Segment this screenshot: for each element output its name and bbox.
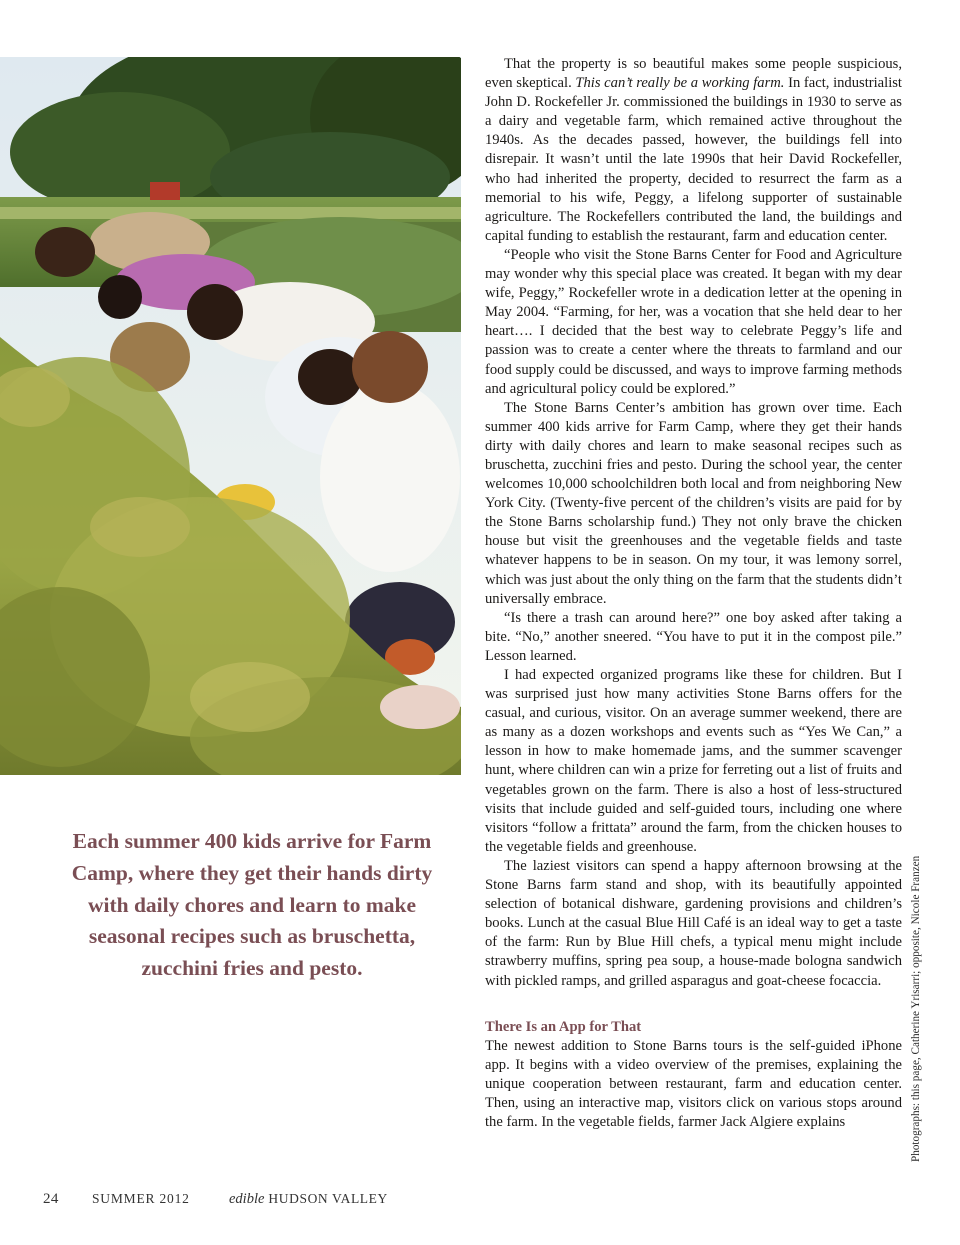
paragraph: “People who visit the Stone Barns Center for Food and Agriculture may wonder why this special place was created. It began with my dear wife, Peggy,” Rockefeller wrote in a dedication letter at the opening in May 2004. “Farming, for her, was a vocation that she held dear to her heart…. I decided that the best way to celebrate Peggy’s life and passion was to create a center where the threats to farmland and our food supply could be discussed, and ways to improve farming methods and agricultural policy could be explored.” [485, 246, 902, 397]
section-subhead: There Is an App for That [485, 1018, 642, 1035]
paragraph: The laziest visitors can spend a happy afternoon browsing at the Stone Barns farm stand and shop, with its beautifully appointed selection of botanical dishware, gardening provisions and children’s books. Lunch at the casual Blue Hill Café is an ideal way to get a taste of the farm: Run by Blue Hill chefs, a typical menu might include strawberry muffins, spring pea soup, a house-made bologna sandwich with pickled ramps, and grilled asparagus and goat-cheese focaccia. [485, 857, 902, 989]
paragraph: I had expected organized programs like these for children. But I was surprised just how many activities Stone Barns offers for the casual, and curious, visitor. On an average summer weekend, there are as many as a dozen workshops and events such as “Yes We Can,” a lesson in how to make homemade jams, and the summer scavenger hunt, where children can win a prize for ferreting out a list of fruits and vegetables grown on the farm. There is also a host of less-structured visits that include guided and self-guided tours, including one where visitors “follow a frittata” around the farm, from the chicken houses to the vegetable fields and greenhouse. [485, 667, 902, 855]
issue-date: SUMMER 2012 [92, 1191, 190, 1206]
paragraph: That the property is so beautiful makes some people suspicious, even skeptical. This can’t really be a working farm. In fact, industrialist John D. Rockefeller Jr. commissioned the buildings in 1930 to serve as a dairy and vegetable farm, which remained active throughout the 1940s. As the decades passed, however, the buildings fell into disrepair. It wasn’t until the late 1990s that heir David Rockefeller, who had inherited the property, decided to resurrect the farm as a memorial to his wife, Peggy, a lifelong supporter of sustainable agriculture. The Rockefellers contributed the land, the buildings and capital funding to establish the restaurant, farm and education center. [485, 56, 902, 244]
photo-credit: Photographs: this page, Catherine Yrisarri; opposite, Nicole Franzen [910, 855, 922, 1162]
pull-quote: Each summer 400 kids arrive for Farm Camp, where they get their hands dirty with daily chores and learn to make seasonal recipes such as bruschetta, zucchini fries and pesto. [71, 829, 433, 981]
farm-photo [0, 57, 461, 775]
page-number: 24 [43, 1191, 59, 1207]
paragraph: The Stone Barns Center’s ambition has grown over time. Each summer 400 kids arrive for Farm Camp, where they get their hands dirty with daily chores and learn to make seasonal recipes such as bruschetta, zucchini fries and pesto. During the school year, the center welcomes 10,000 schoolchildren both local and from neighboring New York City. (Twenty-five percent of the children’s visits are paid for by the Stone Barns scholarship fund.) They not only brave the chicken house but visit the greenhouses and the vegetable fields and taste whatever happens to be in season. On my tour, it was lemony sorrel, which was just about the only thing on the farm that the students didn’t universally embrace. [485, 399, 902, 607]
paragraph: The newest addition to Stone Barns tours is the self-guided iPhone app. It begins with a video overview of the premises, explaining the unique cooperation between restaurant, farm and education center. Then, using an interactive map, visitors click on various stops around the farm. In the vegetable fields, farmer Jack Algiere explains [485, 1037, 902, 1131]
magazine-name: edible HUDSON VALLEY [229, 1191, 388, 1207]
paragraph: “Is there a trash can around here?” one boy asked after taking a bite. “No,” another sneered. “You have to put it in the compost pile.” Lesson learned. [485, 609, 902, 664]
italic-phrase: This can’t really be a working farm. [575, 75, 785, 92]
article-body [485, 55, 902, 1132]
